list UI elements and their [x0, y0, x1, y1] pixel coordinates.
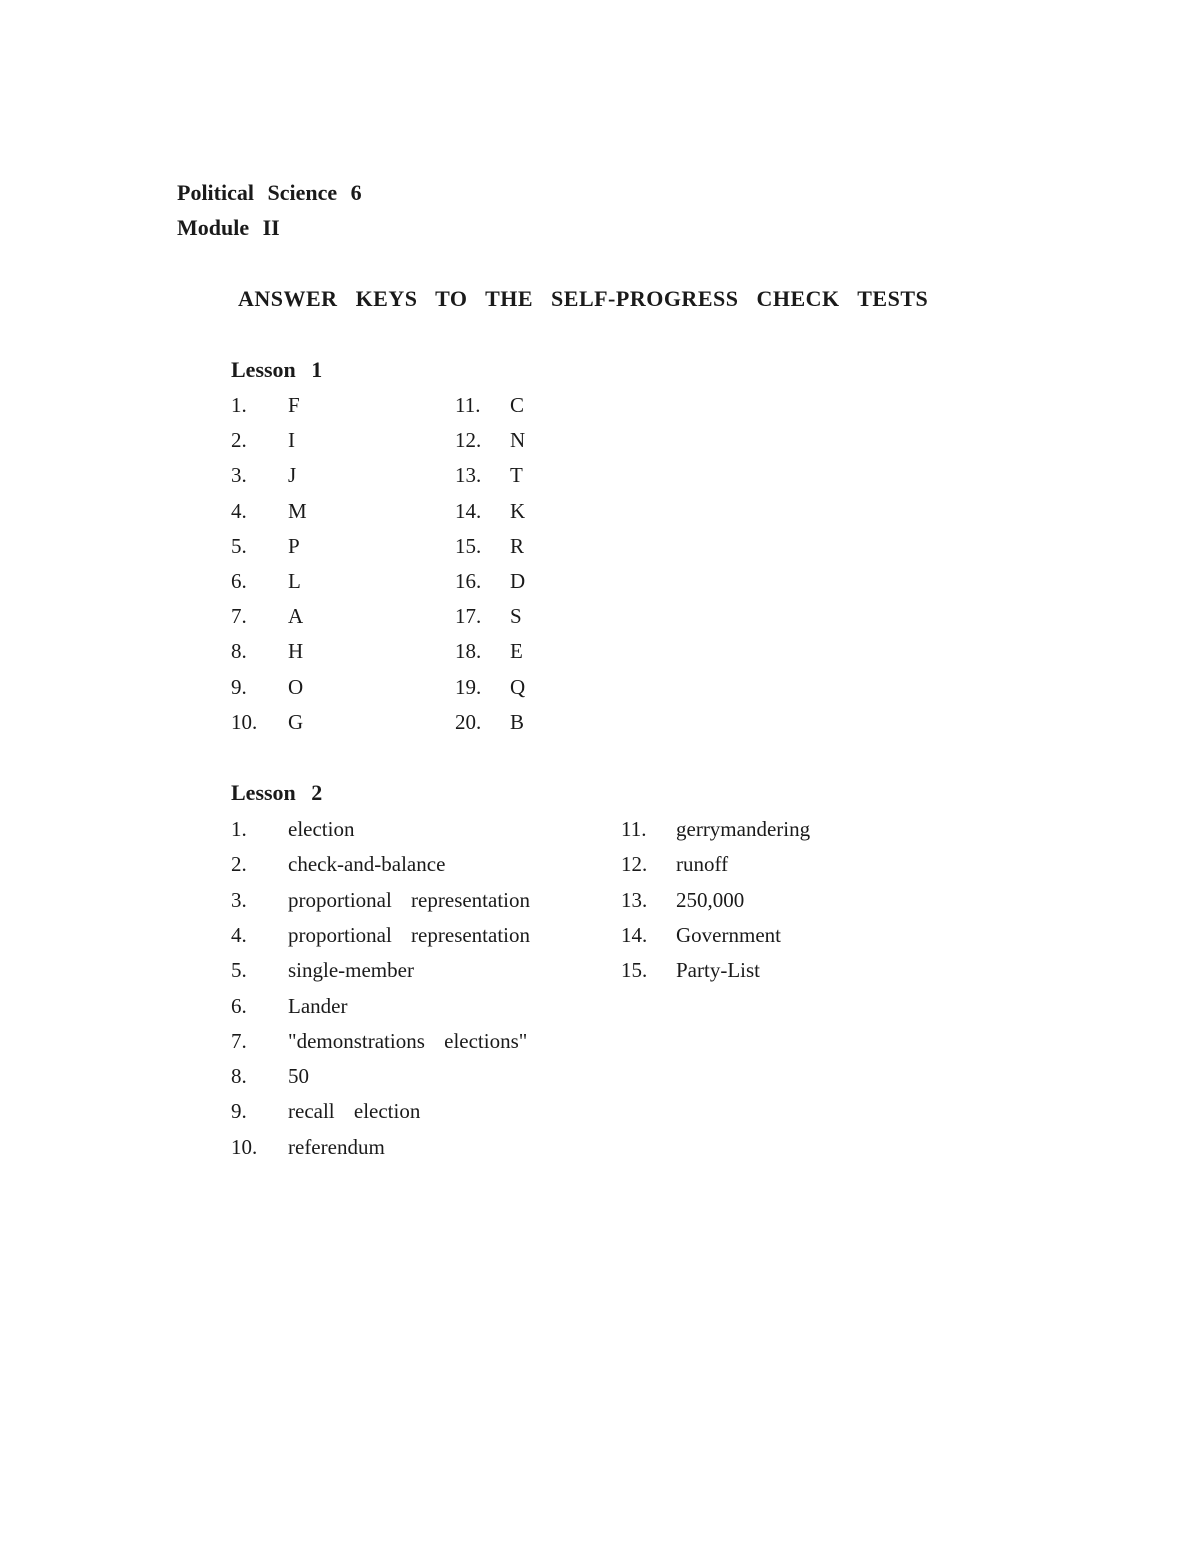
answer-value: proportional representation [288, 922, 531, 947]
answer-number: 15. [455, 533, 482, 558]
answer-number: 4. [231, 498, 247, 523]
page-title: ANSWER KEYS TO THE SELF-PROGRESS CHECK TESTS [238, 286, 929, 311]
answer-value: recall election [288, 1099, 421, 1124]
answer-number: 10. [231, 1134, 258, 1159]
answer-value: Government [676, 922, 781, 947]
answer-value: N [510, 428, 526, 453]
answer-value: check-and-balance [288, 852, 446, 877]
answer-number: 14. [621, 922, 648, 947]
answer-value: proportional representation [288, 887, 531, 912]
answer-number: 10. [231, 709, 258, 734]
answer-value: A [288, 604, 304, 629]
answer-number: 5. [231, 533, 247, 558]
answer-value: J [288, 463, 297, 488]
answer-number: 7. [231, 604, 247, 629]
answer-value: election [288, 817, 355, 841]
answer-number: 6. [231, 569, 247, 593]
answer-value: Party-List [676, 958, 760, 983]
answer-value: 250,000 [676, 887, 745, 912]
answer-number: 11. [455, 393, 481, 417]
answer-value: "demonstrations elections" [288, 1028, 528, 1053]
course-title: Political Science 6 [177, 180, 362, 205]
answer-number: 9. [231, 674, 247, 699]
answer-value: L [288, 569, 301, 593]
answer-number: 18. [455, 639, 482, 664]
lesson-1-heading: Lesson 1 [231, 357, 323, 382]
answer-number: 12. [455, 428, 482, 453]
answer-value: F [288, 393, 300, 417]
answer-number: 2. [231, 852, 247, 877]
answer-number: 7. [231, 1028, 247, 1053]
answer-number: 16. [455, 569, 482, 593]
answer-number: 14. [455, 498, 482, 523]
answer-number: 8. [231, 1064, 247, 1089]
answer-value: single-member [288, 958, 414, 983]
answer-number: 15. [621, 958, 648, 983]
answer-number: 17. [455, 604, 482, 629]
answer-value: C [510, 393, 525, 417]
answer-value: M [288, 498, 307, 523]
answer-value: B [510, 709, 525, 734]
answer-number: 13. [455, 463, 482, 488]
answer-value: referendum [288, 1134, 385, 1159]
answer-number: 9. [231, 1099, 247, 1124]
answer-value: P [288, 533, 300, 558]
module-label: Module II [177, 215, 280, 240]
answer-value: gerrymandering [676, 817, 811, 841]
answer-value: Lander [288, 993, 348, 1018]
answer-number: 1. [231, 817, 247, 841]
answer-value: runoff [676, 852, 729, 877]
answer-number: 4. [231, 922, 247, 947]
answer-value: O [288, 674, 304, 699]
answer-number: 3. [231, 463, 247, 488]
answer-value: Q [510, 674, 526, 699]
answer-value: R [510, 533, 525, 558]
answer-number: 8. [231, 639, 247, 664]
answer-number: 20. [455, 709, 482, 734]
answer-number: 1. [231, 393, 247, 417]
answer-number: 3. [231, 887, 247, 912]
answer-number: 11. [621, 817, 647, 841]
answer-number: 5. [231, 958, 247, 983]
answer-number: 2. [231, 428, 247, 453]
answer-value: S [510, 604, 522, 629]
answer-number: 12. [621, 852, 648, 877]
answer-number: 13. [621, 887, 648, 912]
answer-value: D [510, 569, 526, 593]
answer-value: T [510, 463, 523, 488]
answer-value: E [510, 639, 523, 664]
answer-value: I [288, 428, 295, 453]
answer-value: 50 [288, 1064, 309, 1089]
answer-number: 6. [231, 993, 247, 1018]
answer-value: H [288, 639, 304, 664]
answer-value: K [510, 498, 526, 523]
answer-value: G [288, 709, 304, 734]
lesson-2-heading: Lesson 2 [231, 780, 323, 805]
answer-number: 19. [455, 674, 482, 699]
